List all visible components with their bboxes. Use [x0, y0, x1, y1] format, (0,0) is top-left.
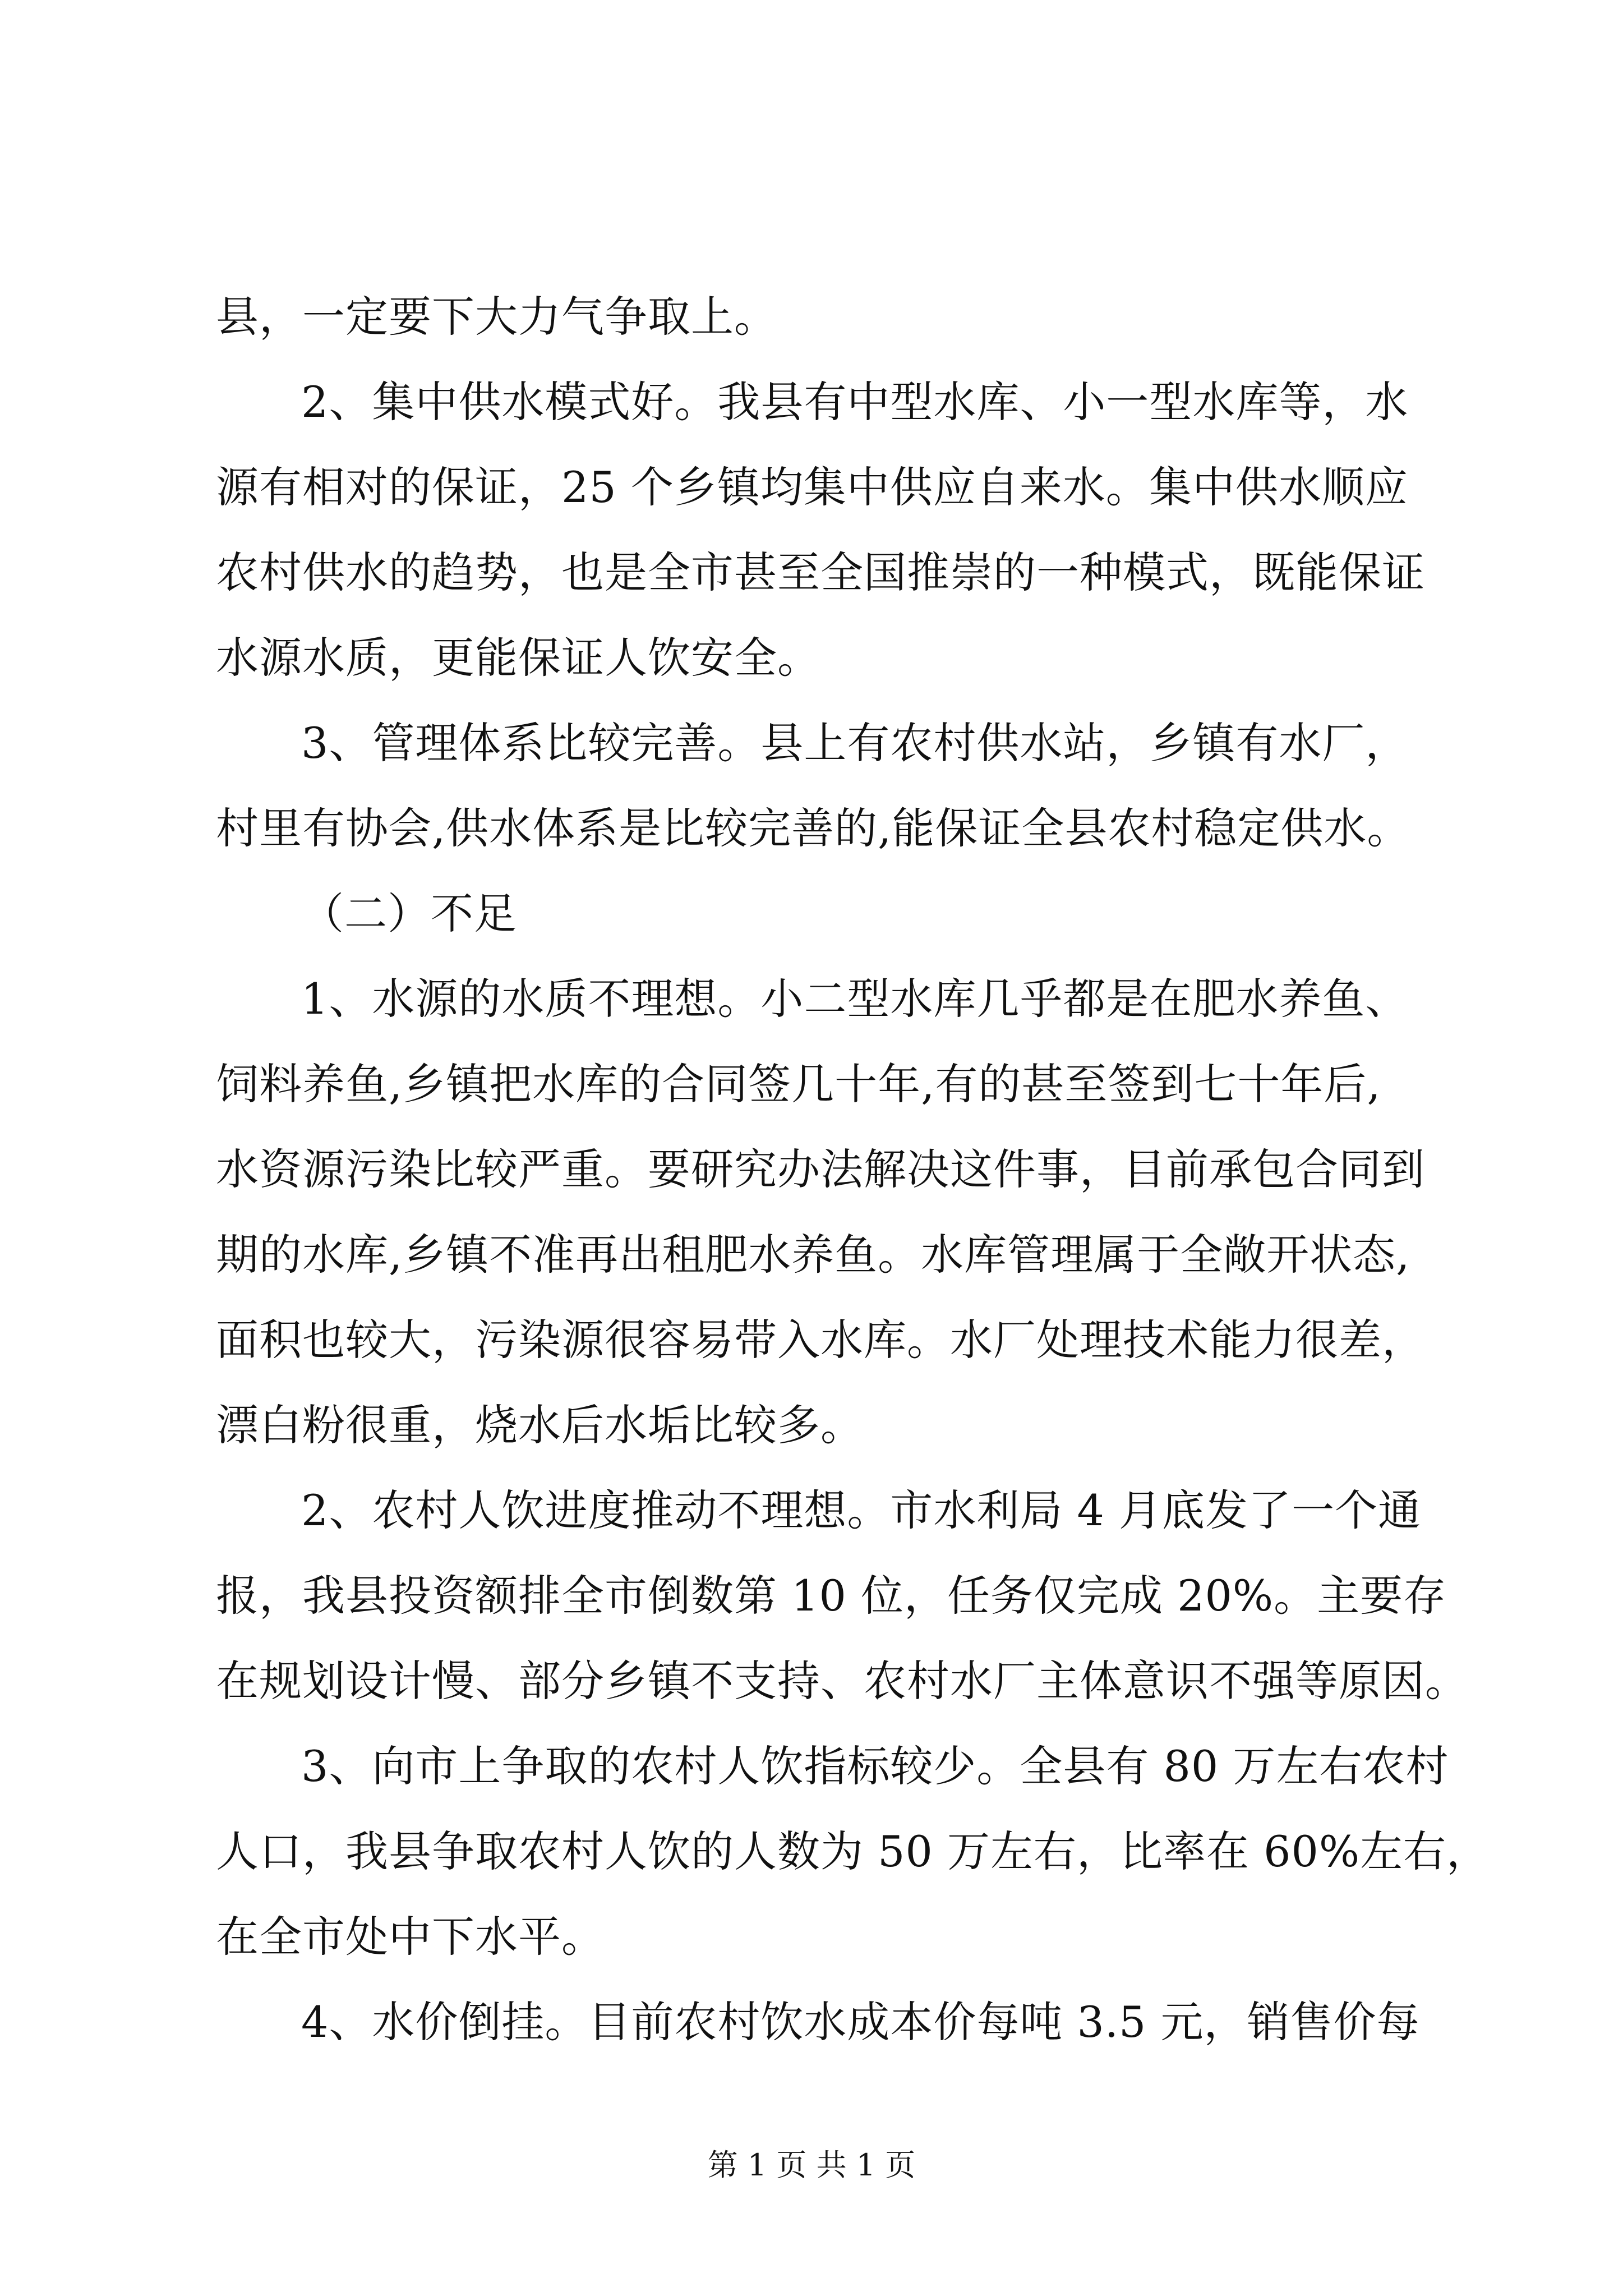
paragraph-line: 源有相对的保证，25 个乡镇均集中供应自来水。集中供水顺应 [216, 462, 1408, 512]
paragraph-line: 漂白粉很重，烧水后水垢比较多。 [216, 1400, 864, 1450]
paragraph-line: 2、农村人饮进度推动不理想。市水利局 4 月底发了一个通 [301, 1485, 1422, 1535]
paragraph-line: 1、水源的水质不理想。小二型水库几乎都是在肥水养鱼、 [301, 974, 1409, 1024]
section-heading: （二）不足 [301, 889, 517, 938]
paragraph-line: 面积也较大，污染源很容易带入水库。水厂处理技术能力很差， [216, 1315, 1425, 1365]
page-footer: 第 1 页 共 1 页 [707, 2147, 916, 2183]
paragraph-line: 在全市处中下水平。 [216, 1912, 605, 1962]
paragraph-line: 水资源污染比较严重。要研究办法解决这件事，目前承包合同到 [216, 1144, 1425, 1194]
paragraph-line: 村里有协会,供水体系是比较完善的,能保证全县农村稳定供水。 [216, 803, 1410, 853]
paragraph-line: 3、管理体系比较完善。县上有农村供水站，乡镇有水厂， [301, 718, 1409, 768]
paragraph-line: 2、集中供水模式好。我县有中型水库、小一型水库等，水 [301, 377, 1409, 427]
paragraph-line: 水源水质，更能保证人饮安全。 [216, 633, 820, 683]
paragraph-line: 3、向市上争取的农村人饮指标较少。全县有 80 万左右农村 [301, 1741, 1449, 1791]
paragraph-line: 报，我县投资额排全市倒数第 10 位，任务仅完成 20%。主要存 [216, 1571, 1447, 1621]
paragraph-line: 县，一定要下大力气争取上。 [216, 292, 777, 342]
paragraph-line: 期的水库,乡镇不准再出租肥水养鱼。水库管理属于全敞开状态, [216, 1230, 1410, 1280]
paragraph-line: 饲料养鱼,乡镇把水库的合同签几十年,有的甚至签到七十年后, [216, 1059, 1381, 1109]
paragraph-line: 农村供水的趋势，也是全市甚至全国推崇的一种模式，既能保证 [216, 547, 1425, 597]
paragraph-line: 在规划设计慢、部分乡镇不支持、农村水厂主体意识不强等原因。 [216, 1656, 1468, 1706]
paragraph-line: 人口，我县争取农村人饮的人数为 50 万左右，比率在 60%左右， [216, 1826, 1490, 1876]
paragraph-line: 4、水价倒挂。目前农村饮水成本价每吨 3.5 元，销售价每 [301, 1997, 1420, 2047]
